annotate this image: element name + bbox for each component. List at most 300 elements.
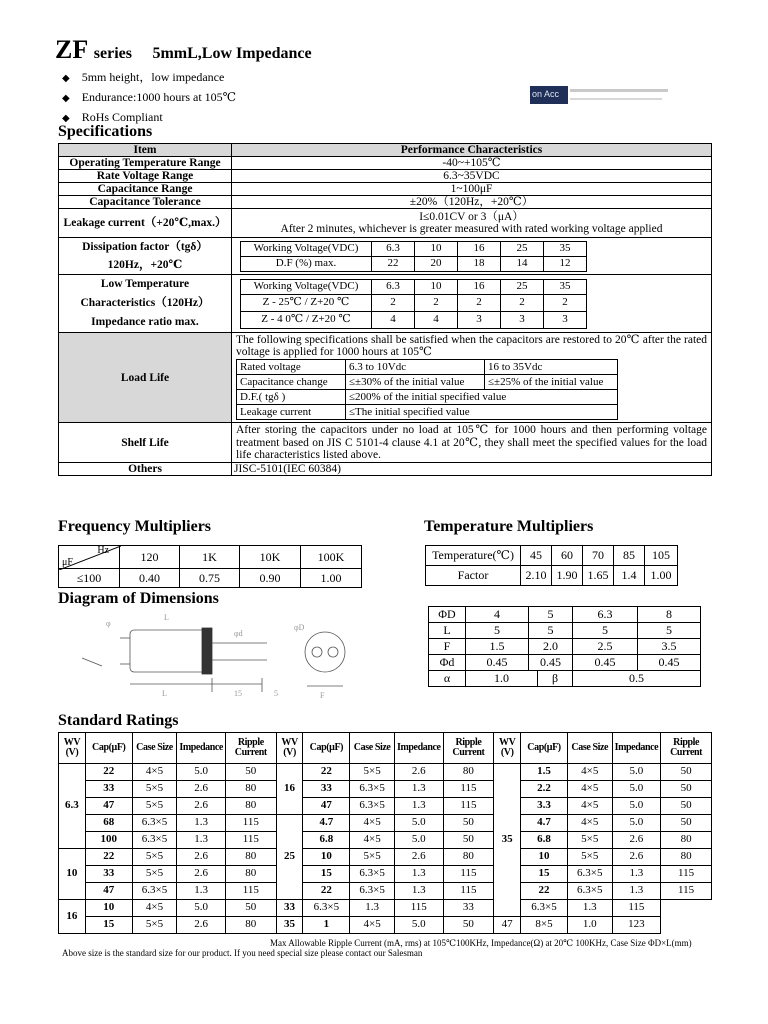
- rating-ripple: 115: [225, 883, 276, 900]
- col-performance: Performance Characteristics: [232, 144, 712, 157]
- rating-ripple: 50: [661, 781, 712, 798]
- col-wv: WV (V): [59, 733, 86, 764]
- rating-impedance: 5.0: [177, 764, 226, 781]
- factor-value: 1.90: [552, 566, 583, 586]
- loadlife-cell: Rated voltage: [237, 360, 346, 375]
- frequency-table: [58, 545, 362, 588]
- rating-cap: 10: [85, 900, 132, 917]
- rating-cap: 68: [85, 815, 132, 832]
- rating-case: 6.3×5: [567, 883, 612, 900]
- rating-cap: 33: [276, 900, 303, 917]
- temperature-heading: Temperature Multipliers: [424, 518, 594, 535]
- alpha-value: 1.0: [466, 671, 538, 687]
- spec-value: 6.3~35VDC: [232, 170, 712, 183]
- spec-item: Operating Temperature Range: [59, 157, 232, 170]
- dim-value: 5: [573, 623, 638, 639]
- df-cell: D.F (%) max.: [241, 256, 372, 271]
- rating-case: 5×5: [132, 849, 177, 866]
- df-condition: 120Hz，+20℃: [107, 259, 183, 272]
- rating-impedance: 5.0: [612, 781, 661, 798]
- rating-ripple: 115: [443, 798, 494, 815]
- rating-case: 8×5: [521, 917, 568, 934]
- rating-case: 4×5: [567, 815, 612, 832]
- rating-impedance: 5.0: [394, 917, 443, 934]
- spec-value: 1~100μF: [232, 183, 712, 196]
- rating-case: 5×5: [132, 781, 177, 798]
- rating-ripple: 80: [225, 866, 276, 883]
- freq-corner-cell: [59, 546, 120, 569]
- col-cap: Cap(μF): [85, 733, 132, 764]
- svg-text:L: L: [162, 689, 167, 698]
- ratings-body: [59, 764, 712, 934]
- temp-value: 45: [521, 546, 552, 566]
- rating-cap: 1.5: [521, 764, 568, 781]
- lowtemp-label: Characteristics（120Hz）: [80, 297, 210, 310]
- df-cell: 6.3: [372, 241, 415, 256]
- df-cell: 12: [544, 256, 587, 271]
- rating-wv: 6.3: [59, 764, 86, 849]
- loadlife-cell: Leakage current: [237, 405, 346, 420]
- rating-cap: 33: [85, 781, 132, 798]
- col-wv: WV (V): [276, 733, 303, 764]
- ratings-header-row: [59, 733, 712, 764]
- dim-value: 5: [638, 623, 701, 639]
- loadlife-cell: ≤200% of the initial specified value: [346, 390, 618, 405]
- feature-item: ◆ 5mm height，low impedance: [62, 68, 236, 88]
- col-item: Item: [59, 144, 232, 157]
- rating-impedance: 2.6: [177, 866, 226, 883]
- spec-value: ±20%（120Hz，+20℃）: [232, 196, 712, 209]
- rating-ripple: 80: [225, 781, 276, 798]
- dim-label: L: [429, 623, 466, 639]
- rating-wv: 35: [276, 917, 303, 934]
- feature-item: ◆ Endurance:1000 hours at 105℃: [62, 88, 236, 108]
- ratings-heading: Standard Ratings: [58, 712, 179, 729]
- rating-ripple: 123: [612, 917, 661, 934]
- spec-value: [232, 209, 712, 238]
- rating-case: 5×5: [132, 917, 177, 934]
- feature-item: ◆ RoHs Compliant: [62, 108, 236, 128]
- dim-value: 5: [529, 607, 573, 623]
- rating-ripple: 80: [225, 849, 276, 866]
- rating-ripple: 80: [225, 917, 276, 934]
- rating-ripple: 115: [394, 900, 443, 917]
- spec-row: [59, 183, 712, 196]
- rating-cap: 10: [521, 849, 568, 866]
- col-ripple: Ripple Current: [661, 733, 712, 764]
- lowtemp-cell: 35: [544, 279, 587, 294]
- svg-text:φD: φD: [294, 623, 305, 632]
- loadlife-table: [236, 359, 618, 420]
- frequency-heading: Frequency Multipliers: [58, 518, 212, 535]
- svg-text:5: 5: [274, 689, 278, 698]
- lowtemp-table: [240, 279, 587, 329]
- factor-value: 1.00: [645, 566, 678, 586]
- lowtemp-cell: 3: [544, 311, 587, 328]
- ratings-row: [59, 883, 712, 900]
- rating-cap: 22: [85, 849, 132, 866]
- rating-case: 6.3×5: [350, 781, 395, 798]
- dimension-drawing: [62, 608, 362, 700]
- rating-impedance: 5.0: [612, 798, 661, 815]
- rating-impedance: 1.3: [350, 900, 395, 917]
- df-cell: 35: [544, 241, 587, 256]
- freq-hz: 1K: [180, 546, 240, 569]
- rating-case: 5×5: [567, 832, 612, 849]
- loadlife-intro: The following specifications shall be satisfied when the capacitors are restored to 20℃ after the rated voltage is applied for 1000 hours at 105℃: [236, 334, 707, 359]
- rating-wv: 25: [276, 815, 303, 900]
- spec-item: Rate Voltage Range: [59, 170, 232, 183]
- lowtemp-cell: 3: [501, 311, 544, 328]
- col-cap: Cap(μF): [521, 733, 568, 764]
- lowtemp-cell: 25: [501, 279, 544, 294]
- rating-impedance: 2.6: [394, 849, 443, 866]
- rating-ripple: 80: [661, 849, 712, 866]
- series-subtitle: 5mmL,Low Impedance: [152, 45, 312, 62]
- lowtemp-cell: 6.3: [372, 279, 415, 294]
- rating-case: 6.3×5: [521, 900, 568, 917]
- rating-case: 5×5: [132, 798, 177, 815]
- rating-impedance: 1.3: [567, 900, 612, 917]
- lowtemp-cell: 10: [415, 279, 458, 294]
- dim-label: Φd: [429, 655, 466, 671]
- rating-ripple: 115: [225, 815, 276, 832]
- rating-cap: 2.2: [521, 781, 568, 798]
- temp-value: 105: [645, 546, 678, 566]
- rating-impedance: 2.6: [612, 849, 661, 866]
- dim-value: 5: [529, 623, 573, 639]
- ratings-row: [59, 798, 712, 815]
- series-word: series: [93, 45, 132, 62]
- ratings-row: [59, 849, 712, 866]
- freq-hz: 100K: [301, 546, 362, 569]
- df-cell: 25: [501, 241, 544, 256]
- rating-ripple: 50: [225, 900, 276, 917]
- rating-cap: 15: [303, 866, 350, 883]
- spec-value: JISC-5101(IEC 60384): [232, 462, 712, 475]
- rating-case: 4×5: [567, 764, 612, 781]
- rating-case: 4×5: [350, 917, 395, 934]
- df-cell: 16: [458, 241, 501, 256]
- loadlife-cell: 6.3 to 10Vdc: [346, 360, 485, 375]
- photo-label: on Acc: [532, 89, 560, 99]
- df-cell: 14: [501, 256, 544, 271]
- factor-value: 1.65: [583, 566, 614, 586]
- rating-cap: 22: [303, 883, 350, 900]
- rating-cap: 33: [303, 781, 350, 798]
- spec-value: [232, 238, 712, 275]
- dim-label: ΦD: [429, 607, 466, 623]
- factor-value: 2.10: [521, 566, 552, 586]
- spec-value: [232, 275, 712, 333]
- rating-cap: 6.8: [303, 832, 350, 849]
- spec-row-shelflife: [59, 423, 712, 462]
- freq-hz: 120: [120, 546, 180, 569]
- rating-ripple: 50: [661, 798, 712, 815]
- factor-value: 1.4: [614, 566, 645, 586]
- rating-case: 4×5: [567, 798, 612, 815]
- spec-row-leakage: [59, 209, 712, 238]
- rating-impedance: 5.0: [394, 815, 443, 832]
- rating-cap: 47: [85, 883, 132, 900]
- ratings-row: [59, 917, 712, 934]
- dim-label: F: [429, 639, 466, 655]
- rating-cap: 6.8: [521, 832, 568, 849]
- rating-case: 6.3×5: [132, 815, 177, 832]
- df-cell: 22: [372, 256, 415, 271]
- loadlife-cell: D.F.( tgδ ): [237, 390, 346, 405]
- df-label: Dissipation factor（tgδ）: [82, 241, 208, 254]
- spec-header-row: [59, 144, 712, 157]
- rating-ripple: 80: [443, 764, 494, 781]
- rating-impedance: 1.0: [567, 917, 612, 934]
- col-case: Case Size: [567, 733, 612, 764]
- rating-ripple: 115: [661, 866, 712, 883]
- ratings-table: [58, 732, 712, 934]
- spec-item: Shelf Life: [59, 423, 232, 462]
- rating-cap: 47: [85, 798, 132, 815]
- loadlife-cell: ≤±25% of the initial value: [485, 375, 618, 390]
- specifications-heading: Specifications: [58, 123, 153, 140]
- beta-label: β: [538, 671, 573, 687]
- rating-impedance: 1.3: [177, 815, 226, 832]
- spec-row-loadlife: [59, 333, 712, 423]
- dim-value: 0.45: [573, 655, 638, 671]
- rating-case: 4×5: [567, 781, 612, 798]
- df-table: [240, 241, 587, 272]
- rating-case: 5×5: [132, 866, 177, 883]
- temp-value: 85: [614, 546, 645, 566]
- lowtemp-cell: 16: [458, 279, 501, 294]
- rating-ripple: 50: [661, 764, 712, 781]
- df-cell: 20: [415, 256, 458, 271]
- dim-value: 5: [466, 623, 529, 639]
- lowtemp-cell: 2: [501, 294, 544, 311]
- rating-cap: 4.7: [521, 815, 568, 832]
- rating-impedance: 1.3: [394, 866, 443, 883]
- rating-case: 4×5: [350, 832, 395, 849]
- rating-cap: 10: [303, 849, 350, 866]
- dimensions-table: [428, 606, 701, 687]
- rating-impedance: 2.6: [177, 917, 226, 934]
- series-code: ZF: [55, 35, 88, 64]
- rating-impedance: 1.3: [177, 832, 226, 849]
- col-case: Case Size: [132, 733, 177, 764]
- capacitor-photo: [530, 86, 670, 104]
- dim-value: 2.0: [529, 639, 573, 655]
- specifications-table: [58, 143, 712, 476]
- dim-value: 0.45: [529, 655, 573, 671]
- rating-case: 6.3×5: [350, 798, 395, 815]
- dim-value: 8: [638, 607, 701, 623]
- freq-value: 0.75: [180, 569, 240, 588]
- rating-ripple: 50: [443, 917, 494, 934]
- lowtemp-cell: 2: [415, 294, 458, 311]
- temp-value: 70: [583, 546, 614, 566]
- ratings-row: [59, 764, 712, 781]
- svg-text:15: 15: [234, 689, 242, 698]
- col-ripple: Ripple Current: [225, 733, 276, 764]
- spec-item: Capacitance Tolerance: [59, 196, 232, 209]
- svg-text:φ: φ: [106, 619, 111, 628]
- lowtemp-cell: 2: [372, 294, 415, 311]
- rating-impedance: 5.0: [177, 900, 226, 917]
- spec-row: [59, 157, 712, 170]
- rating-impedance: 1.3: [394, 798, 443, 815]
- rating-ripple: 115: [443, 781, 494, 798]
- factor-label: Factor: [426, 566, 521, 586]
- rating-ripple: 115: [661, 883, 712, 900]
- df-cell: Working Voltage(VDC): [241, 241, 372, 256]
- rating-case: 5×5: [350, 849, 395, 866]
- dim-value: 1.5: [466, 639, 529, 655]
- temperature-table: [425, 545, 678, 586]
- freq-hz: 10K: [240, 546, 301, 569]
- col-wv: WV (V): [494, 733, 521, 764]
- rating-ripple: 80: [225, 798, 276, 815]
- rating-wv: 16: [59, 900, 86, 934]
- ratings-row: [59, 815, 712, 832]
- rating-cap: 47: [303, 798, 350, 815]
- rating-cap: 47: [494, 917, 521, 934]
- rating-cap: 1: [303, 917, 350, 934]
- lowtemp-label: Impedance ratio max.: [91, 316, 199, 329]
- ratings-row: [59, 832, 712, 849]
- rating-ripple: 80: [661, 832, 712, 849]
- dim-value: 6.3: [573, 607, 638, 623]
- feature-list: [62, 68, 236, 128]
- col-cap: Cap(μF): [303, 733, 350, 764]
- series-title: [55, 35, 312, 65]
- svg-text:F: F: [320, 691, 325, 700]
- col-impedance: Impedance: [177, 733, 226, 764]
- rating-ripple: 80: [443, 849, 494, 866]
- rating-impedance: 2.6: [177, 798, 226, 815]
- rating-wv: 10: [59, 849, 86, 900]
- rating-cap: 22: [85, 764, 132, 781]
- spec-item: [59, 275, 232, 333]
- dim-value: 2.5: [573, 639, 638, 655]
- lowtemp-cell: 2: [544, 294, 587, 311]
- rating-ripple: 115: [443, 883, 494, 900]
- lowtemp-cell: Z - 25℃ / Z+20 ℃: [241, 294, 372, 311]
- beta-value: 0.5: [573, 671, 701, 687]
- spec-item: Load Life: [59, 333, 232, 423]
- rating-cap: 100: [85, 832, 132, 849]
- rating-case: 6.3×5: [303, 900, 350, 917]
- uf-label: μF: [62, 556, 73, 568]
- spec-item: [59, 238, 232, 275]
- rating-impedance: 1.3: [612, 866, 661, 883]
- spec-item: Others: [59, 462, 232, 475]
- rating-impedance: 5.0: [612, 815, 661, 832]
- rating-case: 5×5: [350, 764, 395, 781]
- rating-ripple: 115: [225, 832, 276, 849]
- temp-label: Temperature(℃): [426, 546, 521, 566]
- col-impedance: Impedance: [612, 733, 661, 764]
- ratings-row: [59, 866, 712, 883]
- rating-ripple: 50: [225, 764, 276, 781]
- lowtemp-cell: Z - 4 0℃ / Z+20 ℃: [241, 311, 372, 328]
- lowtemp-label: Low Temperature: [100, 278, 190, 291]
- df-cell: 18: [458, 256, 501, 271]
- rating-cap: 33: [85, 866, 132, 883]
- leakage-formula: I≤0.01CV or 3（μA）: [419, 211, 524, 224]
- loadlife-cell: 16 to 35Vdc: [485, 360, 618, 375]
- rating-case: 6.3×5: [132, 883, 177, 900]
- spec-row-df: [59, 238, 712, 275]
- rating-impedance: 2.6: [612, 832, 661, 849]
- freq-row-label: ≤100: [59, 569, 120, 588]
- spec-row: [59, 196, 712, 209]
- spec-row: [59, 170, 712, 183]
- rating-impedance: 2.6: [177, 849, 226, 866]
- rating-case: 6.3×5: [567, 866, 612, 883]
- rating-case: 4×5: [132, 764, 177, 781]
- col-case: Case Size: [350, 733, 395, 764]
- dim-value: 3.5: [638, 639, 701, 655]
- spec-value: -40~+105℃: [232, 157, 712, 170]
- df-cell: 10: [415, 241, 458, 256]
- dim-value: 4: [466, 607, 529, 623]
- loadlife-cell: ≤±30% of the initial value: [346, 375, 485, 390]
- freq-value: 0.90: [240, 569, 301, 588]
- freq-value: 0.40: [120, 569, 180, 588]
- ratings-footnote-size: Above size is the standard size for our product. If you need special size please contact our Salesman: [62, 948, 423, 958]
- col-impedance: Impedance: [394, 733, 443, 764]
- rating-cap: 15: [85, 917, 132, 934]
- rating-impedance: 2.6: [177, 781, 226, 798]
- rating-impedance: 2.6: [394, 764, 443, 781]
- rating-impedance: 5.0: [612, 764, 661, 781]
- spec-row-others: [59, 462, 712, 475]
- rating-cap: 33: [443, 900, 494, 917]
- rating-case: 6.3×5: [350, 883, 395, 900]
- ratings-row: [59, 781, 712, 798]
- loadlife-cell: Capacitance change: [237, 375, 346, 390]
- rating-cap: 22: [521, 883, 568, 900]
- rating-ripple: 115: [443, 866, 494, 883]
- rating-impedance: 1.3: [394, 781, 443, 798]
- alpha-label: α: [429, 671, 466, 687]
- lowtemp-cell: 2: [458, 294, 501, 311]
- rating-impedance: 1.3: [612, 883, 661, 900]
- rating-ripple: 50: [443, 815, 494, 832]
- leakage-note: After 2 minutes, whichever is greater measured with rated working voltage applied: [280, 223, 663, 236]
- loadlife-cell: ≤The initial specified value: [346, 405, 618, 420]
- dim-value: 0.45: [638, 655, 701, 671]
- svg-text:φd: φd: [234, 629, 243, 638]
- hz-label: Hz: [97, 545, 109, 556]
- ratings-footnote: Max Allowable Ripple Current (mA, rms) at 105℃100KHz, Impedance(Ω) at 20℃ 100KHz, Case Size ΦD×L(mm): [270, 938, 692, 948]
- ratings-row: [59, 900, 712, 917]
- rating-case: 4×5: [132, 900, 177, 917]
- lowtemp-cell: 4: [372, 311, 415, 328]
- rating-case: 4×5: [350, 815, 395, 832]
- rating-cap: 4.7: [303, 815, 350, 832]
- rating-wv: 16: [276, 764, 303, 815]
- rating-case: 6.3×5: [350, 866, 395, 883]
- col-ripple: Ripple Current: [443, 733, 494, 764]
- freq-value: 1.00: [301, 569, 362, 588]
- rating-ripple: 50: [443, 832, 494, 849]
- rating-impedance: 1.3: [177, 883, 226, 900]
- dimensions-heading: Diagram of Dimensions: [58, 590, 219, 607]
- lowtemp-cell: Working Voltage(VDC): [241, 279, 372, 294]
- spec-item: Leakage current（+20℃,max.）: [59, 209, 232, 238]
- rating-impedance: 5.0: [394, 832, 443, 849]
- svg-text:L: L: [164, 613, 169, 622]
